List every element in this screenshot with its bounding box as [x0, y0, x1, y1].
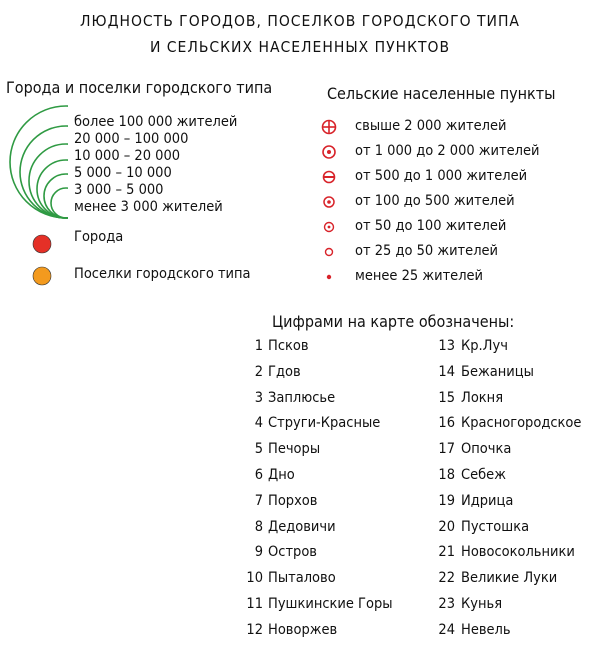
- urban-size-label: 5 000 – 10 000: [74, 165, 172, 181]
- circle-dot-small-icon: [324, 197, 334, 207]
- place-name: Новосокольники: [461, 544, 575, 560]
- place-name: Красногородское: [461, 415, 582, 431]
- place-number: 18: [438, 467, 455, 483]
- circle-bar-icon: [324, 172, 335, 183]
- place-number: 7: [254, 493, 263, 509]
- numbers-heading: Цифрами на карте обозначены:: [272, 312, 515, 331]
- small-circle-icon: [326, 249, 333, 256]
- urban-size-label: 10 000 – 20 000: [74, 148, 181, 164]
- place-name: Порхов: [268, 493, 318, 509]
- place-name: Струги-Красные: [268, 415, 381, 431]
- place-number: 2: [254, 364, 263, 380]
- place-name: Себеж: [461, 467, 506, 483]
- place-number: 14: [438, 364, 455, 380]
- place-number: 10: [246, 570, 263, 586]
- place-name: Новоржев: [268, 622, 338, 638]
- rural-class-label: менее 25 жителей: [355, 268, 484, 284]
- place-name: Кр.Луч: [461, 338, 508, 354]
- legend-title-line-1: ЛЮДНОСТЬ ГОРОДОВ, ПОСЕЛКОВ ГОРОДСКОГО ТИПА: [80, 12, 520, 30]
- rural-class-label: от 100 до 500 жителей: [355, 193, 515, 209]
- urban-size-label: более 100 000 жителей: [74, 114, 238, 130]
- rural-symbols: [323, 121, 336, 280]
- rural-class-label: от 1 000 до 2 000 жителей: [355, 143, 540, 159]
- place-number: 23: [438, 596, 455, 612]
- place-number: 13: [438, 338, 455, 354]
- place-number: 24: [438, 622, 455, 638]
- rural-class-label: от 50 до 100 жителей: [355, 218, 507, 234]
- dot-icon: [327, 275, 331, 279]
- rural-class-label: от 25 до 50 жителей: [355, 243, 499, 259]
- place-name: Невель: [461, 622, 511, 638]
- place-name: Великие Луки: [461, 570, 558, 586]
- place-name: Локня: [461, 390, 504, 406]
- urban-size-label: 20 000 – 100 000: [74, 131, 189, 147]
- place-number: 11: [246, 596, 263, 612]
- place-name: Печоры: [268, 441, 321, 457]
- settlement-type-label: Поселки городского типа: [74, 266, 251, 282]
- place-number: 5: [254, 441, 263, 457]
- place-name: Кунья: [461, 596, 503, 612]
- city-type-label: Города: [74, 229, 124, 245]
- place-number: 3: [254, 390, 263, 406]
- place-name: Идрица: [461, 493, 514, 509]
- rural-class-label: свыше 2 000 жителей: [355, 118, 507, 134]
- rural-class-label: от 500 до 1 000 жителей: [355, 168, 528, 184]
- place-number: 20: [438, 519, 455, 535]
- place-number: 19: [438, 493, 455, 509]
- place-number: 15: [438, 390, 455, 406]
- place-name: Остров: [268, 544, 317, 560]
- place-name: Гдов: [268, 364, 301, 380]
- urban-size-label: 3 000 – 5 000: [74, 182, 164, 198]
- place-number: 6: [254, 467, 263, 483]
- place-name: Псков: [268, 338, 309, 354]
- city-symbol-icon: [33, 235, 51, 253]
- rural-heading: Сельские населенные пункты: [327, 84, 556, 103]
- urban-heading: Города и поселки городского типа: [6, 78, 273, 97]
- place-name: Пыталово: [268, 570, 336, 586]
- place-name: Опочка: [461, 441, 512, 457]
- place-number: 16: [438, 415, 455, 431]
- urban-size-label: менее 3 000 жителей: [74, 199, 223, 215]
- place-number: 22: [438, 570, 455, 586]
- circle-dot-icon: [323, 146, 335, 158]
- place-number: 1: [254, 338, 263, 354]
- place-name: Заплюсье: [268, 390, 336, 406]
- legend-title-line-2: И СЕЛЬСКИХ НАСЕЛЕННЫХ ПУНКТОВ: [149, 38, 451, 56]
- place-name: Бежаницы: [461, 364, 534, 380]
- place-number: 9: [254, 544, 263, 560]
- settlement-symbol-icon: [33, 267, 51, 285]
- place-number: 12: [246, 622, 263, 638]
- circle-dot-small-icon: [325, 223, 334, 232]
- place-number: 17: [438, 441, 455, 457]
- place-number: 4: [254, 415, 263, 431]
- place-name: Дедовичи: [268, 519, 336, 535]
- circle-cross-icon: [323, 121, 336, 134]
- place-name: Пушкинские Горы: [268, 596, 393, 612]
- place-number: 8: [254, 519, 263, 535]
- place-name: Дно: [268, 467, 295, 483]
- place-name: Пустошка: [461, 519, 530, 535]
- place-number: 21: [438, 544, 455, 560]
